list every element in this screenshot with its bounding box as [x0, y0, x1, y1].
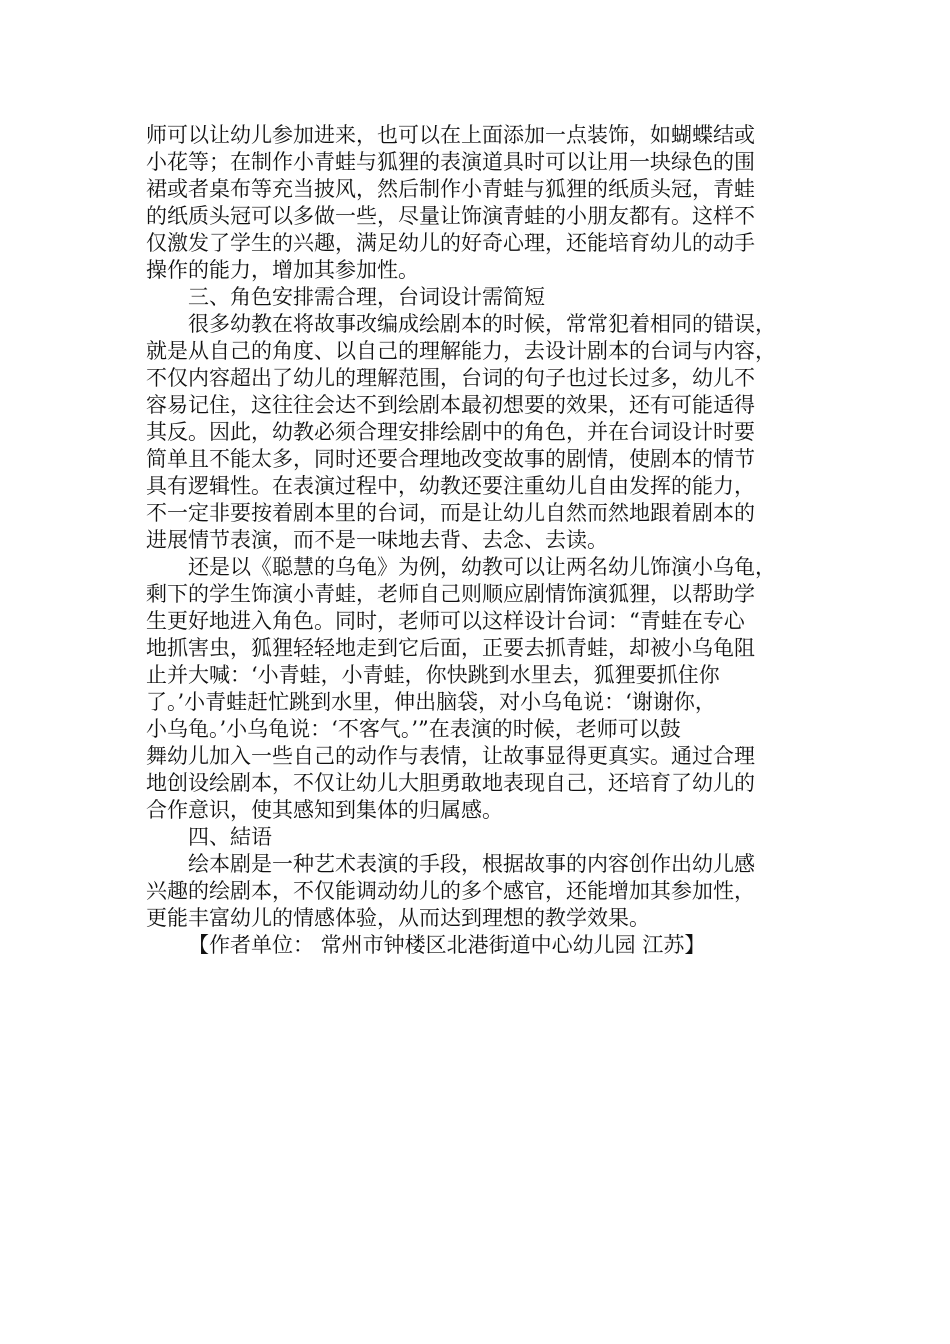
- text-line: 止并大喊：‘小青蛙，小青蛙，你快跳到水里去，狐狸要抓住你: [146, 663, 720, 687]
- text-line: 生更好地进入角色。同时，老师可以这样设计台词：“青蛙在专心: [146, 609, 745, 633]
- text-line: 小乌龟。’小乌龟说：‘不客气。’”在表演的时候，老师可以鼓: [146, 717, 681, 741]
- text-line: 了。’小青蛙赶忙跳到水里，伸出脑袋，对小乌龟说：‘谢谢你，: [146, 690, 716, 714]
- text-line: 兴趣的绘剧本，不仅能调动幼儿的多个感官，还能增加其参加性，: [146, 879, 755, 903]
- text-line: 就是从自己的角度、以自己的理解能力，去设计剧本的台词与内容，: [146, 339, 776, 363]
- text-line: 地抓害虫，狐狸轻轻地走到它后面，正要去抓青蛙，却被小乌龟阻: [146, 636, 755, 660]
- text-line: 小花等；在制作小青蛙与狐狸的表演道具时可以让用一块绿色的围: [146, 150, 755, 174]
- text-line: 很多幼教在将故事改编成绘剧本的时候，常常犯着相同的错误，: [188, 312, 776, 336]
- text-line: 还是以《聪慧的乌龟》为例，幼教可以让两名幼儿饰演小乌龟，: [188, 555, 776, 579]
- text-line: 不仅内容超出了幼儿的理解范围，台词的句子也过长过多，幼儿不: [146, 366, 755, 390]
- text-line: 剩下的学生饰演小青蛙，老师自己则顺应剧情饰演狐狸，以帮助学: [146, 582, 755, 606]
- text-line: 裙或者桌布等充当披风，然后制作小青蛙与狐狸的纸质头冠，青蛙: [146, 177, 755, 201]
- text-line: 的纸质头冠可以多做一些，尽量让饰演青蛙的小朋友都有。这样不: [146, 204, 755, 228]
- text-line: 不一定非要按着剧本里的台词，而是让幼儿自然而然地跟着剧本的: [146, 501, 755, 525]
- text-line: 进展情节表演，而不是一味地去背、去念、去读。: [146, 528, 608, 552]
- text-line: 合作意识，使其感知到集体的归属感。: [146, 798, 503, 822]
- text-line: 绘本剧是一种艺术表演的手段，根据故事的内容创作出幼儿感: [188, 852, 755, 876]
- text-line: 【作者单位： 常州市钟楼区北港街道中心幼儿园 江苏】: [188, 933, 706, 957]
- text-line: 师可以让幼儿参加进来，也可以在上面添加一点装饰，如蝴蝶结或: [146, 123, 755, 147]
- article-body: [146, 122, 816, 959]
- text-line: 容易记住，这往往会达不到绘剧本最初想要的效果，还有可能适得: [146, 393, 755, 417]
- text-line: 简单且不能太多，同时还要合理地改变故事的剧情，使剧本的情节: [146, 447, 755, 471]
- text-line: 更能丰富幼儿的情感体验，从而达到理想的教学效果。: [146, 906, 650, 930]
- text-line: 具有逻辑性。在表演过程中，幼教还要注重幼儿自由发挥的能力，: [146, 474, 755, 498]
- text-line: 操作的能力，增加其参加性。: [146, 258, 419, 282]
- text-line: 仅激发了学生的兴趣，满足幼儿的好奇心理，还能培育幼儿的动手: [146, 231, 755, 255]
- text-line: 三、角色安排需合理，台词设计需简短: [188, 285, 545, 309]
- text-line: 舞幼儿加入一些自己的动作与表情，让故事显得更真实。通过合理: [146, 744, 755, 768]
- text-line: 四、結语: [188, 825, 272, 849]
- text-line: 地创设绘剧本，不仅让幼儿大胆勇敢地表现自己，还培育了幼儿的: [146, 771, 755, 795]
- text-line: 其反。因此，幼教必须合理安排绘剧中的角色，并在台词设计时要: [146, 420, 755, 444]
